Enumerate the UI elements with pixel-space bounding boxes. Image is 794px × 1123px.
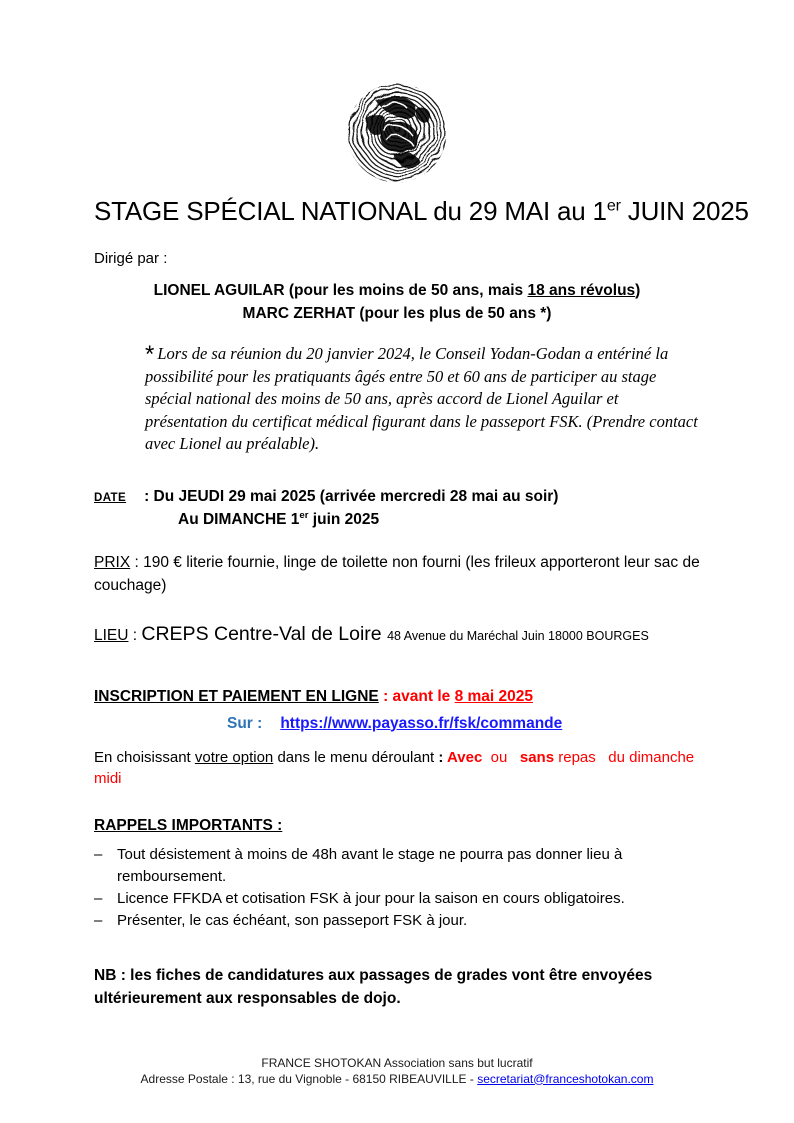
director-1-underlined: 18 ans révolus xyxy=(527,282,636,299)
deadline-prefix: : avant le xyxy=(378,687,455,705)
footer-address-line xyxy=(0,1072,794,1088)
list-item xyxy=(94,910,700,932)
location-venue: CREPS Centre-Val de Loire xyxy=(141,622,388,645)
reminder-text-3: Présenter, le cas échéant, son passeport FSK à jour. xyxy=(117,911,468,929)
option-avec: Avec xyxy=(447,748,483,766)
price-label: PRIX xyxy=(94,553,131,571)
option-ou: ou xyxy=(482,748,520,766)
email-link[interactable]: secretariat@franceshotokan.com xyxy=(477,1071,654,1086)
director-line-2: MARC ZERHAT (pour les plus de 50 ans *) xyxy=(242,305,552,322)
registration-heading-line xyxy=(94,688,700,706)
meal-option-line xyxy=(94,747,700,789)
dash-bullet: – xyxy=(94,911,103,929)
registration-heading: INSCRIPTION ET PAIEMENT EN LIGNE xyxy=(94,687,379,705)
director-1-text-end: ) xyxy=(635,282,641,299)
location-colon: : xyxy=(128,626,142,644)
shotokan-tiger-logo-icon xyxy=(342,78,452,188)
footer-association-line: FRANCE SHOTOKAN Association sans but lucratif xyxy=(261,1056,533,1070)
payment-link[interactable]: https://www.payasso.fr/fsk/commande xyxy=(280,714,563,732)
council-footnote xyxy=(145,343,700,456)
reminder-text-1: Tout désistement à moins de 48h avant le stage ne pourra pas donner lieu à remboursement. xyxy=(117,845,623,885)
payment-link-line xyxy=(94,715,700,733)
nb-note: NB : les fiches de candidatures aux passages de grades vont être envoyées ultérieurement aux responsables de dojo. xyxy=(94,966,653,1007)
location-label: LIEU xyxy=(94,626,129,644)
directed-by-label: Dirigé par : xyxy=(94,250,168,267)
date-line-1 xyxy=(94,486,700,509)
sur-label: Sur : xyxy=(227,714,263,732)
title-text-end: JUIN 2025 xyxy=(620,196,749,226)
director-1-text: LIONEL AGUILAR (pour les moins de 50 ans, mais xyxy=(153,282,528,299)
title-text: STAGE SPÉCIAL NATIONAL du 29 MAI au 1 xyxy=(94,196,607,226)
deadline-date: 8 mai 2025 xyxy=(454,687,534,705)
option-text-mid: dans le menu déroulant xyxy=(273,748,439,766)
footnote-text: Lors de sa réunion du 20 janvier 2024, le Conseil Yodan-Godan a entériné la possibilité pour les pratiquants âgés entre 50 et 60 ans de participer au stage spécial national des moins de 50 ans, après accord de Lionel Aguilar et présentation du certificat médical figurant dans le passeport FSK. (Prendre contact avec Lionel au préalable). xyxy=(145,344,698,453)
title-ordinal-superscript: er xyxy=(606,196,621,215)
page-footer xyxy=(0,1056,794,1087)
price-text: : 190 € literie fournie, linge de toilette non fourni (les frileux apporteront leur sac de couchage) xyxy=(94,553,700,594)
reminders-list xyxy=(94,844,700,932)
logo-container xyxy=(94,78,700,188)
asterisk-marker: * xyxy=(145,341,155,368)
price-section xyxy=(94,551,700,597)
option-tail: repas du dimanche midi xyxy=(94,748,695,787)
reminder-text-2: Licence FFKDA et cotisation FSK à jour pour la saison en cours obligatoires. xyxy=(117,889,625,907)
option-sans: sans xyxy=(519,748,555,766)
option-colon: : xyxy=(438,748,448,766)
reminders-heading: RAPPELS IMPORTANTS : xyxy=(94,816,283,834)
date-ordinal-superscript: er xyxy=(299,509,309,521)
location-section xyxy=(94,623,700,646)
list-item xyxy=(94,888,700,910)
date-label: DATE xyxy=(94,491,127,504)
dash-bullet: – xyxy=(94,889,103,907)
date-value-1: : Du JEUDI 29 mai 2025 (arrivée mercredi 28 mai au soir) xyxy=(144,487,559,505)
option-underlined: votre option xyxy=(194,748,274,766)
directors-block xyxy=(94,279,700,325)
location-address: 48 Avenue du Maréchal Juin 18000 BOURGES xyxy=(387,628,649,643)
date-line-2 xyxy=(94,509,700,531)
date-value-2-end: juin 2025 xyxy=(308,510,380,528)
footer-address-text: Adresse Postale : 13, rue du Vignoble - 68150 RIBEAUVILLE - xyxy=(140,1071,478,1086)
date-section xyxy=(94,486,700,531)
option-text: En choisissant xyxy=(94,748,195,766)
dash-bullet: – xyxy=(94,845,103,863)
page-title xyxy=(94,196,749,226)
director-line-1 xyxy=(94,279,700,302)
date-value-2: Au DIMANCHE 1 xyxy=(178,510,300,528)
list-item xyxy=(94,844,700,888)
